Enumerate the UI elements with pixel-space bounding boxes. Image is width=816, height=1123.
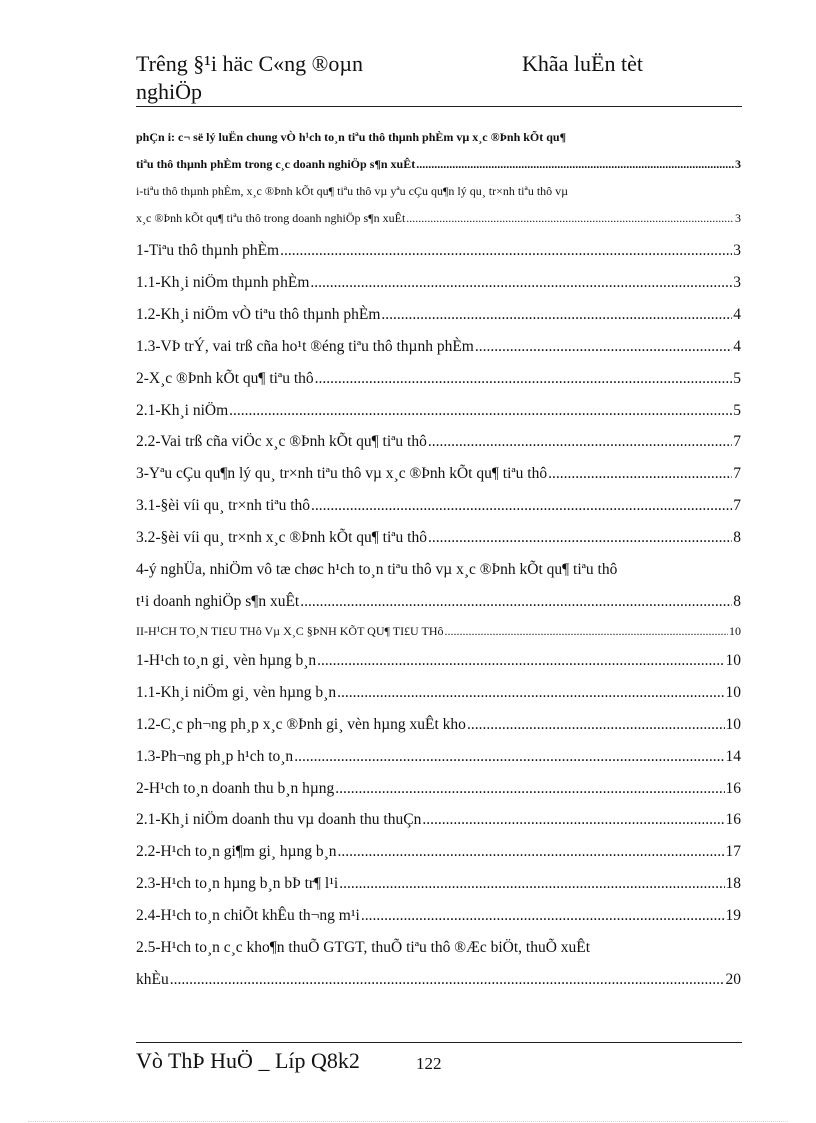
toc-entry[interactable] xyxy=(136,868,741,900)
toc-entry[interactable] xyxy=(136,235,741,267)
toc-entry-label: 2.1-Kh¸i niÖm doanh thu vµ doanh thu thuÇn xyxy=(136,811,422,829)
toc-part1-line1: phÇn i: c¬ së lý luËn chung vÒ h¹ch to¸n tiªu thô thµnh phÈm vµ x¸c ®Þnh kÕt qu¶ xyxy=(136,130,567,144)
dot-leader xyxy=(317,645,724,677)
toc-part1[interactable] xyxy=(136,124,741,178)
page-header xyxy=(136,48,742,107)
toc-page-number: 4 xyxy=(733,305,741,323)
dot-leader xyxy=(361,900,725,932)
toc-entry[interactable] xyxy=(136,836,741,868)
dot-leader xyxy=(445,618,728,645)
dot-leader xyxy=(381,299,732,331)
header-school-cont: nghiÖp xyxy=(136,79,202,104)
dot-leader xyxy=(475,331,732,363)
toc-page-number: 8 xyxy=(733,592,741,610)
dot-leader xyxy=(548,458,732,490)
toc-entry-label: 1.2-C¸c ph¬ng ph¸p x¸c ®Þnh gi¸ vèn hµng xuÊt kho xyxy=(136,715,466,733)
toc-entry-label: 2.1-Kh¸i niÖm xyxy=(136,401,229,419)
toc-entry[interactable] xyxy=(136,645,741,677)
dot-leader xyxy=(294,741,724,773)
toc-entry-label: 3.1-§èi víi qu¸ tr×nh tiªu thô xyxy=(136,497,311,515)
toc-page-number: 10 xyxy=(725,715,741,733)
dot-leader xyxy=(335,773,724,805)
toc-chapter2[interactable] xyxy=(136,618,741,645)
footer-page-number: 122 xyxy=(416,1054,442,1073)
toc-page-number: 3 xyxy=(733,273,741,291)
toc-entry-label: 2-X¸c ®Þnh kÕt qu¶ tiªu thô xyxy=(136,369,314,387)
toc-entry-label: 1-Tiªu thô thµnh phÈm xyxy=(136,242,280,259)
toc-page-number: 18 xyxy=(725,875,741,893)
page-footer xyxy=(136,1042,742,1073)
toc-entry-label: 2.2-H¹ch to¸n gi¶m gi¸ hµng b¸n xyxy=(136,843,337,861)
toc-item25-line1: 2.5-H¹ch to¸n c¸c kho¶n thuÕ GTGT, thuÕ tiªu thô ®Æc biÖt, thuÕ xuÊt xyxy=(136,939,591,957)
table-of-contents xyxy=(136,124,741,996)
header-left xyxy=(136,50,363,106)
dot-leader xyxy=(338,836,725,868)
toc-entry-label: 1.3-Ph¬ng ph¸p h¹ch to¸n xyxy=(136,747,294,765)
toc-entry-label: 3-Yªu cÇu qu¶n lý qu¸ tr×nh tiªu thô vµ x¸c ®Þnh kÕt qu¶ tiªu thô xyxy=(136,465,548,483)
toc-entry-label: 3.2-§èi víi qu¸ tr×nh x¸c ®Þnh kÕt qu¶ tiªu thô xyxy=(136,529,427,547)
toc-chapter1[interactable] xyxy=(136,178,741,232)
toc-page-number: 8 xyxy=(733,529,741,547)
toc-entry[interactable] xyxy=(136,677,741,709)
toc-chapter1-line1: i-tiªu thô thµnh phÈm, x¸c ®Þnh kÕt qu¶ tiªu thô vµ yªu cÇu qu¶n lý qu¸ tr×nh tiªu thô vµ xyxy=(136,184,569,198)
header-school: Trêng §¹i häc C«ng ®oµn xyxy=(136,51,364,76)
toc-page-number: 14 xyxy=(725,747,741,765)
toc-entry[interactable] xyxy=(136,900,741,932)
page-edge-divider xyxy=(28,1121,788,1122)
toc-entry-label: 2-H¹ch to¸n doanh thu b¸n hµng xyxy=(136,779,335,797)
toc-entry-multiline[interactable] xyxy=(136,554,741,618)
toc-page-number: 5 xyxy=(733,369,741,387)
toc-entry[interactable] xyxy=(136,426,741,458)
dot-leader xyxy=(311,490,732,522)
toc-entry[interactable] xyxy=(136,773,741,805)
toc-entry-label: 1.1-Kh¸i niÖm thµnh phÈm xyxy=(136,273,310,291)
toc-page-number: 10 xyxy=(725,651,741,669)
toc-entry[interactable] xyxy=(136,709,741,741)
dot-leader xyxy=(467,709,725,741)
toc-entry-label: 2.3-H¹ch to¸n hµng b¸n bÞ tr¶ l¹i xyxy=(136,875,339,893)
toc-entry-label: 1-H¹ch to¸n gi¸ vèn hµng b¸n xyxy=(136,651,317,669)
toc-page-number: 16 xyxy=(725,811,741,829)
toc-entry[interactable] xyxy=(136,522,741,554)
toc-page-number: 10 xyxy=(729,623,741,638)
footer-author: Vò ThÞ HuÖ _ Líp Q8k2 xyxy=(136,1048,360,1073)
toc-entry[interactable] xyxy=(136,267,741,299)
toc-entry[interactable] xyxy=(136,363,741,395)
toc-page-number: 17 xyxy=(725,843,741,861)
toc-page-number: 20 xyxy=(725,970,741,988)
header-title: Khãa luËn tèt xyxy=(522,51,643,76)
dot-leader xyxy=(428,426,732,458)
toc-entry[interactable] xyxy=(136,331,741,363)
toc-part1-line2: tiªu thô thµnh phÈm trong c¸c doanh nghiÖp s¶n xuÊt xyxy=(136,157,416,171)
toc-entry-label: 1.3-VÞ trÝ, vai trß cña ho¹t ®éng tiªu thô thµnh phÈm xyxy=(136,337,474,355)
toc-item4-line2: t¹i doanh nghiÖp s¶n xuÊt xyxy=(136,592,300,610)
dot-leader xyxy=(315,363,733,395)
toc-page-number: 10 xyxy=(725,683,741,701)
dot-leader xyxy=(229,395,732,427)
dot-leader xyxy=(339,868,724,900)
toc-page-number: 7 xyxy=(733,433,741,451)
toc-entry[interactable] xyxy=(136,458,741,490)
toc-page-number: 3 xyxy=(733,242,741,259)
toc-chapter1-line2: x¸c ®Þnh kÕt qu¶ tiªu thô trong doanh nghiÖp s¶n xuÊt xyxy=(136,211,406,225)
dot-leader xyxy=(337,677,724,709)
toc-chapter2-label: II-H¹CH TO¸N TI£U THô Vµ X¸C §ÞNH KÕT QU¶ TI£U THô xyxy=(136,623,444,638)
toc-entry[interactable] xyxy=(136,804,741,836)
dot-leader xyxy=(280,235,732,267)
dot-leader xyxy=(300,586,732,618)
toc-page-number: 16 xyxy=(725,779,741,797)
toc-page-number: 7 xyxy=(733,497,741,515)
toc-page-number: 19 xyxy=(725,907,741,925)
toc-entry-label: 2.2-Vai trß cña viÖc x¸c ®Þnh kÕt qu¶ tiªu thô xyxy=(136,433,427,451)
toc-page-number: 3 xyxy=(735,157,741,171)
toc-page-number: 3 xyxy=(735,211,741,225)
dot-leader xyxy=(416,151,734,178)
toc-entry[interactable] xyxy=(136,395,741,427)
dot-leader xyxy=(310,267,732,299)
dot-leader xyxy=(428,522,732,554)
toc-entry[interactable] xyxy=(136,741,741,773)
toc-entry-label: 1.2-Kh¸i niÖm vÒ tiªu thô thµnh phÈm xyxy=(136,305,381,323)
toc-entry[interactable] xyxy=(136,299,741,331)
toc-page-number: 4 xyxy=(733,337,741,355)
toc-page-number: 5 xyxy=(733,401,741,419)
dot-leader xyxy=(422,804,724,836)
dot-leader xyxy=(170,964,725,996)
toc-item4-line1: 4-ý nghÜa, nhiÖm vô tæ chøc h¹ch to¸n tiªu thô vµ x¸c ®Þnh kÕt qu¶ tiªu thô xyxy=(136,561,618,579)
toc-entry-label: 1.1-Kh¸i niÖm gi¸ vèn hµng b¸n xyxy=(136,683,337,701)
toc-entry-label: 2.4-H¹ch to¸n chiÕt khÊu th¬ng m¹i xyxy=(136,907,360,925)
toc-entry[interactable] xyxy=(136,490,741,522)
toc-entry-multiline[interactable] xyxy=(136,932,741,996)
toc-item25-line2: khÈu xyxy=(136,970,169,988)
dot-leader xyxy=(406,205,734,232)
toc-page-number: 7 xyxy=(733,465,741,483)
